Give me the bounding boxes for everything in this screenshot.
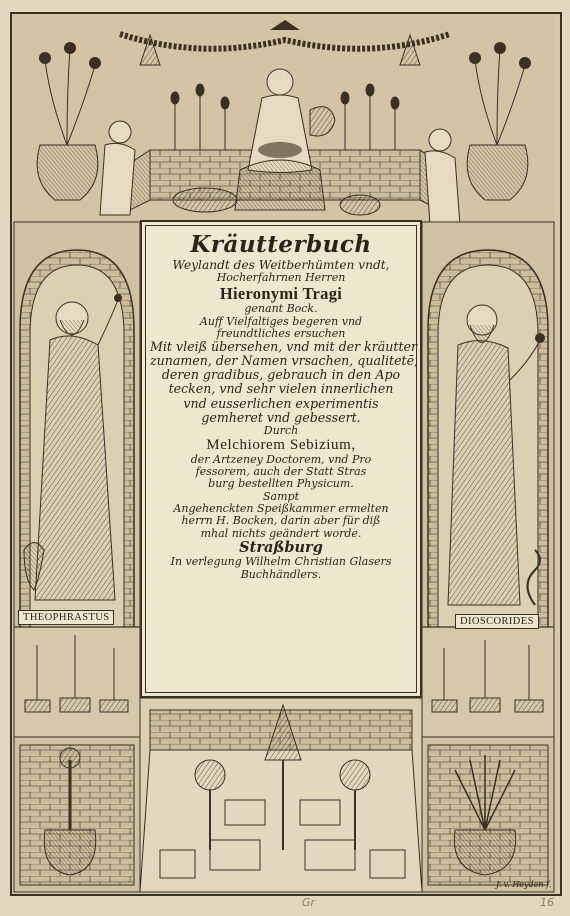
title-line: fessorem, auch der Statt Stras (195, 465, 367, 479)
title-line: Melchiorem Sebizium, (206, 437, 356, 453)
title-line: tecken, vnd sehr vielen innerlichen (168, 381, 394, 397)
theophrastus-label: THEOPHRASTUS (18, 610, 114, 625)
title-line: deren gradibus, gebrauch in den Apo (161, 367, 401, 383)
pencil-note-center: Gr (302, 896, 316, 909)
title-line: burg bestellten Physicum. (208, 477, 354, 491)
dioscorides-label: DIOSCORIDES (455, 614, 539, 629)
title-line: genant Bock. (244, 302, 318, 316)
title-line: Straßburg (239, 538, 323, 556)
title-line: Auff Vielfaltiges begeren vnd (199, 314, 363, 328)
title-line: vnd eusserlichen experimentis (183, 395, 379, 411)
title-line: der Artzeney Doctorem, vnd Pro (190, 452, 372, 466)
title-line: In verlegung Wilhelm Christian Glasers (170, 555, 392, 569)
title-line: zunamen, der Namen vrsachen, qualitetē, (150, 353, 419, 369)
title-line: Sampt (263, 489, 299, 503)
lower-left-pots (14, 627, 140, 892)
title-line: gemheret vnd gebessert. (201, 409, 361, 425)
lower-right-pots (422, 627, 554, 892)
title-line: Hieronymi Tragi (219, 283, 343, 303)
title-line: Kräutterbuch (190, 231, 372, 258)
engraver-signature: J. v. Heyden f. (496, 880, 552, 889)
top-garden-scene (14, 16, 554, 225)
title-line: Durch (263, 423, 299, 437)
title-line: mhal nichts geändert worde. (200, 526, 362, 540)
pencil-page-number: 16 (540, 896, 554, 909)
right-arch-dioscorides (422, 222, 554, 627)
left-arch-theophrastus (14, 222, 140, 627)
title-line: Angehenckten Speißkammer ermelten (173, 502, 389, 516)
title-line: Hocherfahrnen Herren (216, 271, 346, 285)
bottom-formal-garden (140, 698, 422, 892)
title-line: Mit vleiß übersehen, vnd mit der kräutter (150, 339, 417, 355)
title-cartouche (140, 220, 422, 698)
title-line: Buchhändlers. (240, 567, 322, 581)
title-line: herrn H. Bocken, darin aber für diß (181, 514, 381, 528)
title-line: freundtliches ersuchen (216, 326, 346, 340)
title-line: Weylandt des Weitberhümten vndt, (172, 257, 390, 272)
